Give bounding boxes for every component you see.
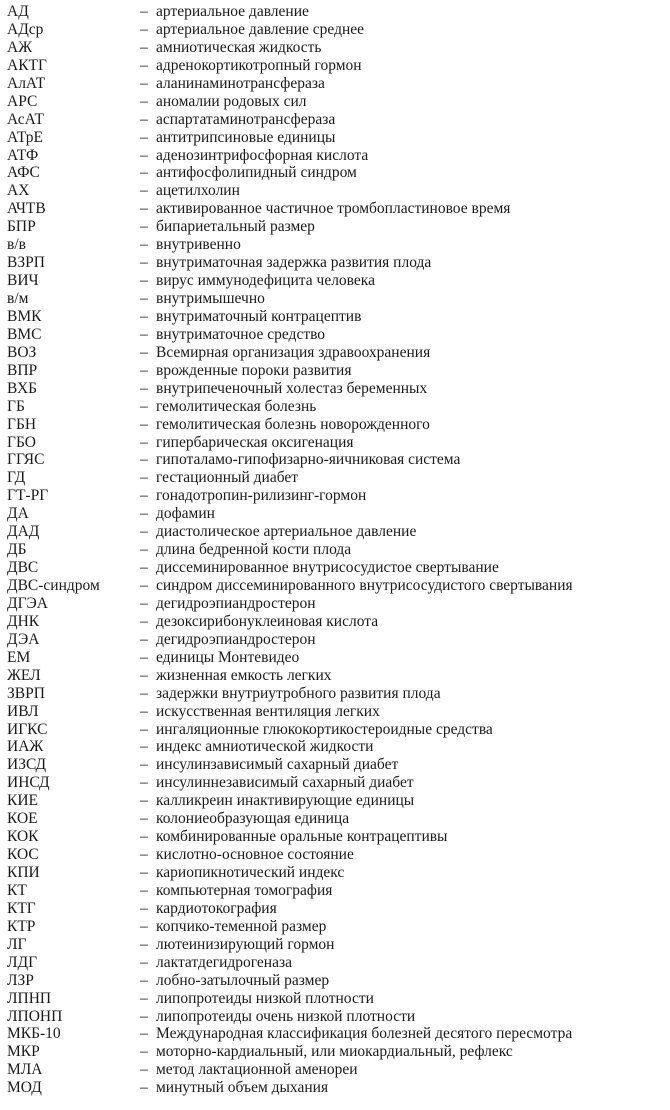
- abbreviation-definition: вирус иммунодефицита человека: [156, 272, 375, 290]
- abbreviation-definition: ацетилхолин: [156, 182, 240, 200]
- abbreviation-term: АТФ: [7, 146, 39, 164]
- dash-separator: –: [140, 254, 148, 272]
- abbreviation-entry: [0, 3, 670, 21]
- abbreviation-definition: кариопикнотический индекс: [156, 864, 345, 881]
- dash-separator: –: [140, 523, 148, 541]
- dash-separator: –: [140, 666, 148, 684]
- dash-separator: –: [140, 236, 148, 254]
- dash-separator: –: [140, 720, 148, 738]
- dash-separator: –: [140, 56, 148, 74]
- dash-separator: –: [140, 307, 148, 325]
- abbreviation-term: ИАЖ: [7, 738, 44, 756]
- abbreviation-definition: лактатдегидрогеназа: [156, 953, 292, 971]
- dash-separator: –: [140, 953, 148, 971]
- abbreviation-entry: [0, 810, 670, 828]
- abbreviation-definition: метод лактационной аменореи: [156, 1061, 358, 1079]
- dash-separator: –: [140, 881, 148, 899]
- abbreviation-definition: Международная классификация болезней десятого пересмотра: [156, 1025, 573, 1043]
- abbreviation-entry: [0, 882, 670, 900]
- dash-separator: –: [140, 325, 148, 343]
- abbreviation-term: АТрЕ: [7, 128, 43, 146]
- abbreviation-term: МКР: [7, 1043, 40, 1061]
- abbreviation-term: ЕМ: [7, 648, 31, 666]
- dash-separator: –: [140, 272, 148, 290]
- abbreviation-entry: [0, 936, 670, 954]
- abbreviation-definition: кардиотокография: [156, 899, 277, 917]
- abbreviation-definition: задержки внутриутробного развития плода: [156, 684, 441, 702]
- abbreviation-term: АЖ: [7, 38, 33, 56]
- abbreviation-term: ЛПНП: [7, 989, 52, 1007]
- abbreviation-term: ВМК: [7, 307, 42, 325]
- abbreviation-term: ВМС: [7, 325, 42, 343]
- dash-separator: –: [140, 1061, 148, 1079]
- abbreviation-entry: [0, 1025, 670, 1043]
- abbreviation-term: ИГКС: [7, 720, 48, 738]
- abbreviation-entry: [0, 326, 670, 344]
- abbreviation-term: АРС: [7, 92, 38, 110]
- abbreviation-entry: [0, 1008, 670, 1026]
- abbreviation-definition: индекс амниотической жидкости: [156, 738, 374, 756]
- dash-separator: –: [140, 361, 148, 379]
- dash-separator: –: [140, 774, 148, 792]
- abbreviation-entry: [0, 846, 670, 864]
- dash-separator: –: [140, 702, 148, 720]
- abbreviation-definition: синдром диссеминированного внутрисосудистого свертывания: [156, 577, 573, 594]
- abbreviation-definition: колониеобразующая единица: [156, 810, 350, 828]
- abbreviation-term: КТ: [7, 881, 27, 899]
- abbreviation-term: ГБО: [7, 433, 36, 451]
- abbreviation-entry: [0, 272, 670, 290]
- abbreviation-definition: инсулиннезависимый сахарный диабет: [156, 774, 414, 792]
- dash-separator: –: [140, 1025, 148, 1043]
- abbreviation-entry: [0, 111, 670, 129]
- dash-separator: –: [140, 630, 148, 648]
- abbreviation-term: КПИ: [7, 864, 40, 881]
- dash-separator: –: [140, 218, 148, 236]
- abbreviation-entry: [0, 362, 670, 380]
- abbreviation-term: АКТГ: [7, 56, 47, 74]
- abbreviation-term: АДср: [7, 20, 44, 38]
- abbreviation-term: КОС: [7, 846, 39, 864]
- abbreviation-term: КОЕ: [7, 810, 38, 828]
- abbreviation-entry: [0, 218, 670, 236]
- abbreviation-definition: единицы Монтевидео: [156, 648, 300, 666]
- abbreviation-definition: компьютерная томография: [156, 881, 333, 899]
- abbreviation-definition: врожденные пороки развития: [156, 361, 352, 379]
- abbreviation-term: ВИЧ: [7, 272, 39, 290]
- abbreviation-term: ЛЗР: [7, 971, 34, 989]
- abbreviation-definition: кислотно-основное состояние: [156, 846, 354, 864]
- abbreviation-term: ЛГ: [7, 935, 27, 953]
- dash-separator: –: [140, 415, 148, 433]
- abbreviation-entry: [0, 864, 670, 882]
- abbreviation-definition: жизненная емкость легких: [156, 666, 332, 684]
- dash-separator: –: [140, 1043, 148, 1061]
- abbreviation-term: КИЕ: [7, 792, 38, 810]
- dash-separator: –: [140, 3, 148, 20]
- abbreviation-definition: внутриматочное средство: [156, 325, 326, 343]
- abbreviation-list: [0, 3, 670, 1097]
- dash-separator: –: [140, 917, 148, 935]
- abbreviation-definition: аланинаминотрансфераза: [156, 74, 325, 92]
- abbreviation-term: ВЗРП: [7, 254, 45, 272]
- abbreviation-entry: [0, 667, 670, 685]
- abbreviation-definition: липопротеиды низкой плотности: [156, 989, 374, 1007]
- abbreviation-entry: [0, 487, 670, 505]
- dash-separator: –: [140, 343, 148, 361]
- dash-separator: –: [140, 612, 148, 630]
- abbreviation-term: ВХБ: [7, 379, 38, 397]
- abbreviation-entry: [0, 57, 670, 75]
- abbreviation-definition: гипоталамо-гипофизарно-яичниковая система: [156, 451, 461, 469]
- abbreviation-term: ДБ: [7, 541, 27, 559]
- abbreviation-term: ГГЯС: [7, 451, 45, 469]
- dash-separator: –: [140, 290, 148, 307]
- abbreviation-term: МКБ-10: [7, 1025, 61, 1043]
- abbreviation-entry: [0, 93, 670, 111]
- abbreviation-definition: липопротеиды очень низкой плотности: [156, 1007, 416, 1025]
- abbreviation-entry: [0, 469, 670, 487]
- abbreviation-entry: [0, 290, 670, 308]
- abbreviation-entry: [0, 236, 670, 254]
- dash-separator: –: [140, 146, 148, 164]
- dash-separator: –: [140, 971, 148, 989]
- abbreviation-term: ВПР: [7, 361, 38, 379]
- dash-separator: –: [140, 110, 148, 128]
- dash-separator: –: [140, 541, 148, 559]
- abbreviation-definition: лобно-затылочный размер: [156, 971, 330, 989]
- abbreviation-entry: [0, 613, 670, 631]
- abbreviation-entry: [0, 1079, 670, 1097]
- abbreviation-definition: артериальное давление среднее: [156, 20, 365, 38]
- dash-separator: –: [140, 469, 148, 487]
- abbreviation-definition: внутрипеченочный холестаз беременных: [156, 379, 428, 397]
- dash-separator: –: [140, 1079, 148, 1097]
- abbreviation-entry: [0, 954, 670, 972]
- abbreviation-term: ГБН: [7, 415, 37, 433]
- dash-separator: –: [140, 792, 148, 810]
- abbreviation-entry: [0, 505, 670, 523]
- abbreviation-entry: [0, 738, 670, 756]
- abbreviation-term: ДЭА: [7, 630, 40, 648]
- abbreviation-entry: [0, 1043, 670, 1061]
- abbreviation-entry: [0, 649, 670, 667]
- dash-separator: –: [140, 38, 148, 56]
- abbreviation-entry: [0, 75, 670, 93]
- abbreviation-entry: [0, 972, 670, 990]
- abbreviation-definition: гонадотропин-рилизинг-гормон: [156, 487, 367, 505]
- dash-separator: –: [140, 935, 148, 953]
- dash-separator: –: [140, 756, 148, 774]
- abbreviation-entry: [0, 631, 670, 649]
- abbreviation-term: в/м: [7, 290, 29, 307]
- abbreviation-entry: [0, 900, 670, 918]
- dash-separator: –: [140, 738, 148, 756]
- abbreviation-definition: внутриматочная задержка развития плода: [156, 254, 432, 272]
- abbreviation-definition: дегидроэпиандростерон: [156, 630, 316, 648]
- abbreviation-term: ДВС-синдром: [7, 577, 100, 594]
- abbreviation-entry: [0, 577, 670, 595]
- abbreviation-definition: искусственная вентиляция легких: [156, 702, 380, 720]
- abbreviation-definition: дофамин: [156, 505, 215, 523]
- abbreviation-entry: [0, 416, 670, 434]
- dash-separator: –: [140, 1007, 148, 1025]
- abbreviation-term: ЛДГ: [7, 953, 38, 971]
- abbreviation-term: МОД: [7, 1079, 42, 1097]
- abbreviation-entry: [0, 129, 670, 147]
- abbreviation-entry: [0, 398, 670, 416]
- abbreviation-definition: гемолитическая болезнь: [156, 397, 317, 415]
- abbreviation-entry: [0, 792, 670, 810]
- abbreviation-term: ДГЭА: [7, 594, 48, 612]
- abbreviation-term: ДАД: [7, 523, 40, 541]
- abbreviation-entry: [0, 380, 670, 398]
- abbreviation-term: КТГ: [7, 899, 36, 917]
- dash-separator: –: [140, 846, 148, 864]
- abbreviation-definition: активированное частичное тромбопластиновое время: [156, 200, 511, 218]
- abbreviation-definition: ингаляционные глюкокортикостероидные средства: [156, 720, 493, 738]
- abbreviation-entry: [0, 774, 670, 792]
- abbreviation-entry: [0, 434, 670, 452]
- dash-separator: –: [140, 20, 148, 38]
- abbreviation-term: АсАТ: [7, 110, 44, 128]
- abbreviation-entry: [0, 990, 670, 1008]
- abbreviation-definition: бипариетальный размер: [156, 218, 315, 236]
- abbreviation-entry: [0, 523, 670, 541]
- abbreviation-definition: гестационный диабет: [156, 469, 299, 487]
- dash-separator: –: [140, 559, 148, 577]
- abbreviation-term: ЛПОНП: [7, 1007, 63, 1025]
- abbreviation-definition: лютеинизирующий гормон: [156, 935, 335, 953]
- abbreviation-term: ГД: [7, 469, 26, 487]
- dash-separator: –: [140, 74, 148, 92]
- abbreviation-term: ИВЛ: [7, 702, 39, 720]
- abbreviation-entry: [0, 344, 670, 362]
- abbreviation-term: АД: [7, 3, 29, 20]
- abbreviation-term: АлАТ: [7, 74, 46, 92]
- dash-separator: –: [140, 182, 148, 200]
- abbreviation-definition: адренокортикотропный гормон: [156, 56, 362, 74]
- abbreviation-entry: [0, 254, 670, 272]
- abbreviation-entry: [0, 39, 670, 57]
- abbreviation-term: МЛА: [7, 1061, 43, 1079]
- dash-separator: –: [140, 379, 148, 397]
- abbreviation-definition: минутный объем дыхания: [156, 1079, 329, 1097]
- abbreviation-term: ИЗСД: [7, 756, 47, 774]
- abbreviation-entry: [0, 685, 670, 703]
- abbreviation-definition: аномалии родовых сил: [156, 92, 307, 110]
- abbreviation-entry: [0, 164, 670, 182]
- abbreviation-definition: Всемирная организация здравоохранения: [156, 343, 431, 361]
- abbreviation-entry: [0, 182, 670, 200]
- abbreviation-definition: амниотическая жидкость: [156, 38, 322, 56]
- abbreviation-term: ДА: [7, 505, 29, 523]
- abbreviation-term: АФС: [7, 164, 40, 182]
- abbreviation-entry: [0, 756, 670, 774]
- dash-separator: –: [140, 989, 148, 1007]
- abbreviation-entry: [0, 721, 670, 739]
- abbreviation-term: ДНК: [7, 612, 40, 630]
- abbreviation-term: ЖЕЛ: [7, 666, 41, 684]
- abbreviation-term: ЗВРП: [7, 684, 45, 702]
- abbreviation-definition: комбинированные оральные контрацептивы: [156, 828, 448, 846]
- abbreviation-entry: [0, 595, 670, 613]
- abbreviation-definition: внутриматочный контрацептив: [156, 307, 362, 325]
- dash-separator: –: [140, 200, 148, 218]
- dash-separator: –: [140, 594, 148, 612]
- dash-separator: –: [140, 577, 148, 594]
- dash-separator: –: [140, 648, 148, 666]
- abbreviation-entry: [0, 559, 670, 577]
- dash-separator: –: [140, 684, 148, 702]
- abbreviation-definition: внутривенно: [156, 236, 241, 254]
- abbreviation-entry: [0, 21, 670, 39]
- abbreviation-term: ГБ: [7, 397, 25, 415]
- abbreviation-definition: инсулинзависимый сахарный диабет: [156, 756, 399, 774]
- abbreviation-term: ДВС: [7, 559, 39, 577]
- abbreviation-definition: аденозинтрифосфорная кислота: [156, 146, 369, 164]
- abbreviation-term: в/в: [7, 236, 26, 254]
- abbreviation-definition: гемолитическая болезнь новорожденного: [156, 415, 430, 433]
- abbreviation-entry: [0, 200, 670, 218]
- abbreviation-term: БПР: [7, 218, 36, 236]
- abbreviation-entry: [0, 1061, 670, 1079]
- abbreviation-definition: внутримышечно: [156, 290, 265, 307]
- dash-separator: –: [140, 451, 148, 469]
- dash-separator: –: [140, 92, 148, 110]
- abbreviation-entry: [0, 451, 670, 469]
- abbreviation-definition: антитрипсиновые единицы: [156, 128, 336, 146]
- abbreviation-entry: [0, 541, 670, 559]
- abbreviation-definition: антифосфолипидный синдром: [156, 164, 357, 182]
- abbreviation-entry: [0, 703, 670, 721]
- abbreviation-definition: артериальное давление: [156, 3, 309, 20]
- abbreviation-term: ГТ-РГ: [7, 487, 49, 505]
- dash-separator: –: [140, 397, 148, 415]
- abbreviation-entry: [0, 308, 670, 326]
- dash-separator: –: [140, 433, 148, 451]
- abbreviation-entry: [0, 147, 670, 165]
- abbreviation-definition: длина бедренной кости плода: [156, 541, 352, 559]
- abbreviation-term: КТР: [7, 917, 36, 935]
- abbreviation-definition: калликреин инактивирующие единицы: [156, 792, 415, 810]
- abbreviation-definition: аспартатаминотрансфераза: [156, 110, 336, 128]
- abbreviation-term: КОК: [7, 828, 39, 846]
- abbreviation-definition: гипербарическая оксигенация: [156, 433, 354, 451]
- dash-separator: –: [140, 899, 148, 917]
- abbreviation-term: ИНСД: [7, 774, 50, 792]
- dash-separator: –: [140, 505, 148, 523]
- abbreviation-term: ВОЗ: [7, 343, 37, 361]
- abbreviation-term: АХ: [7, 182, 30, 200]
- dash-separator: –: [140, 128, 148, 146]
- abbreviation-definition: копчико-теменной размер: [156, 917, 327, 935]
- abbreviation-term: АЧТВ: [7, 200, 46, 218]
- dash-separator: –: [140, 487, 148, 505]
- abbreviation-definition: дезоксирибонуклеиновая кислота: [156, 612, 379, 630]
- abbreviation-definition: моторно-кардиальный, или миокардиальный, рефлекс: [156, 1043, 513, 1061]
- dash-separator: –: [140, 828, 148, 846]
- dash-separator: –: [140, 810, 148, 828]
- abbreviation-entry: [0, 918, 670, 936]
- abbreviation-definition: диастолическое артериальное давление: [156, 523, 417, 541]
- abbreviation-definition: дегидроэпиандростерон: [156, 594, 316, 612]
- abbreviation-entry: [0, 828, 670, 846]
- dash-separator: –: [140, 164, 148, 182]
- abbreviation-definition: диссеминированное внутрисосудистое свертывание: [156, 559, 499, 577]
- dash-separator: –: [140, 864, 148, 881]
